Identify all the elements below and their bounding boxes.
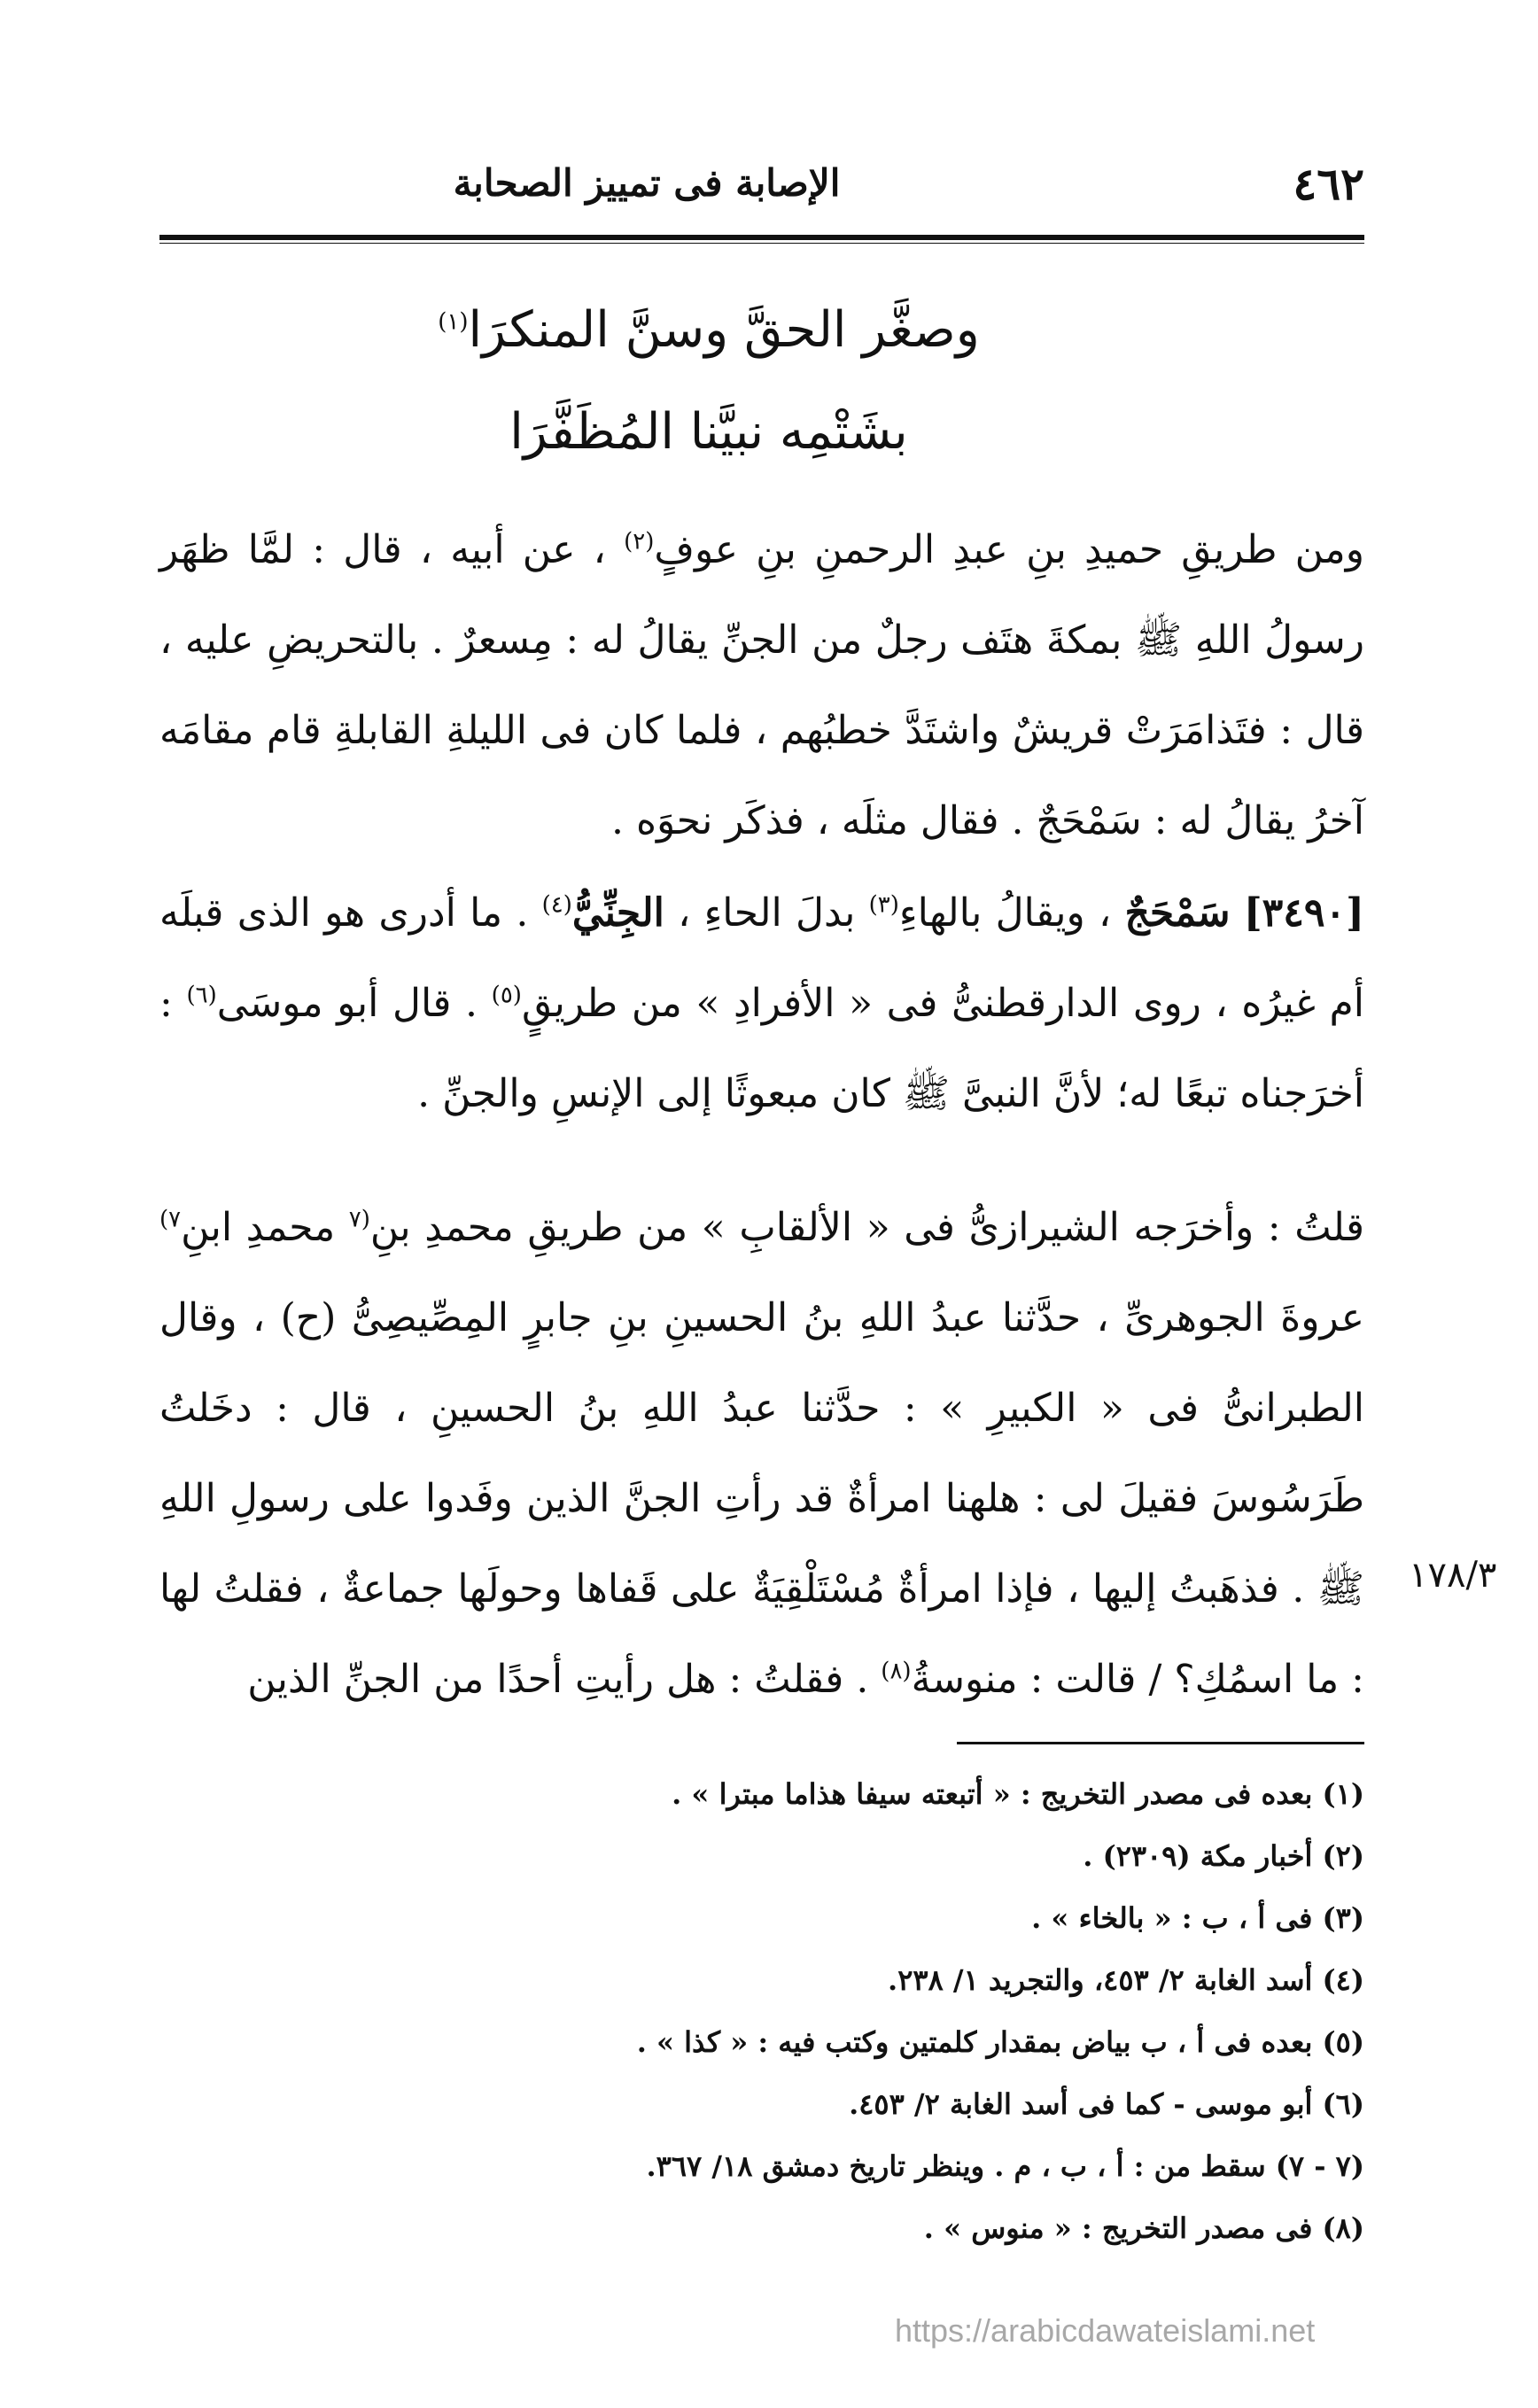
text-run: قلتُ : وأخرَجه الشيرازىُّ فى « الألقابِ » من طريقِ محمدِ بنِ bbox=[369, 1205, 1364, 1250]
footnote-ref: (٢) bbox=[624, 528, 655, 555]
paragraph bbox=[159, 1183, 1364, 1725]
paragraph bbox=[159, 505, 1364, 866]
text-run: ، عن أبيه ، قال : لمَّا ظهَر رسولُ اللهِ ﷺ بمكةَ هتَف رجلٌ من الجنِّ يقالُ له : مِسعرٌ . بالتحريضِ عليه ، قال : فتَذامَرَتْ قريشٌ واشتَدَّ خطبُهم ، فلما كان فى الليلةِ القابلةِ قام مقامَه آخرُ يقالُ له : سَمْحَجٌ . فقال مثلَه ، فذكَر نحوَه . bbox=[159, 527, 1364, 843]
text-run: بدلَ الحاءِ ، bbox=[664, 890, 869, 936]
footnote: (٦) أبو موسى - كما فى أسد الغابة ٢/ ٤٥٣. bbox=[849, 2087, 1364, 2121]
text-run: . فقلتُ : هل رأيتِ أحدًا من الجنِّ الذين bbox=[247, 1657, 882, 1702]
watermark-url: https://arabicdawateislami.net bbox=[895, 2312, 1316, 2349]
page-number: ٤٦٢ bbox=[1293, 158, 1364, 210]
header-rule bbox=[159, 235, 1364, 244]
text-run: . ما أدرى هو الذى قبلَه أم غيرُه ، روى الدارقطنىُّ فى « الأفرادِ » من طريقٍ bbox=[159, 890, 1364, 1026]
text-run: عروةَ الجوهرىِّ ، حدَّثنا عبدُ اللهِ بنُ الحسينِ بنِ جابرٍ المِصِّيصِىُّ (ح) ، وقال الطبرانىُّ فى « الكبيرِ » : حدَّثنا عبدُ اللهِ بنُ الحسينِ ، قال : دخَلتُ طَرَسُوسَ فقيلَ لى : هلهنا امرأةٌ قد رأتِ الجنَّ الذين وفَدوا على رسولِ اللهِ ﷺ . فذهَبتُ إليها ، فإذا امرأةٌ مُسْتَلْقِيَةٌ على قَفاها وحولَها جماعةٌ ، فقلتُ لها : ما اسمُكِ؟ / قالت : منوسةُ bbox=[159, 1295, 1364, 1702]
footnote-ref: (٤) bbox=[541, 891, 572, 919]
footnote-ref: (٣) bbox=[868, 891, 899, 919]
verse-text: وصغَّر الحقَّ وسنَّ المنكرَا bbox=[468, 301, 980, 359]
footnote: (٢) أخبار مكة (٢٣٠٩) . bbox=[1083, 1839, 1364, 1873]
entry-number: [٣٤٩٠] bbox=[1243, 890, 1364, 936]
footnote-ref: (٦) bbox=[186, 982, 217, 1009]
page-header bbox=[159, 158, 1364, 220]
footnote: (٨) فى مصدر التخريج : « منوس » . bbox=[923, 2211, 1364, 2245]
verse-line-2: بشَتْمِه نبيَّنا المُظَفَّرَا bbox=[509, 403, 908, 461]
text-run: ومن طريقِ حميدِ بنِ عبدِ الرحمنِ بنِ عوفٍ bbox=[654, 527, 1364, 572]
footnote-ref: (٥) bbox=[491, 982, 522, 1009]
footnote-ref: (٨) bbox=[881, 1658, 912, 1685]
footnote: (٥) بعده فى أ ، ب بياض بمقدار كلمتين وكتب فيه : « كذا » . bbox=[636, 2025, 1364, 2059]
paragraph-entry bbox=[159, 868, 1364, 1139]
text-run: . قال أبو موسَى bbox=[216, 981, 492, 1026]
footnotes bbox=[461, 1763, 1364, 2259]
footnote: (٤) أسد الغابة ٢/ ٤٥٣، والتجريد ١/ ٢٣٨. bbox=[888, 1963, 1364, 1997]
footnote-divider bbox=[957, 1742, 1364, 1744]
entry-name: سَمْحَجٌ bbox=[1124, 890, 1231, 936]
bold-term: الجِنِّيُّ bbox=[571, 890, 664, 936]
footnote: (٧ - ٧) سقط من : أ ، ب ، م . وينظر تاريخ دمشق ١٨/ ٣٦٧. bbox=[646, 2149, 1364, 2183]
footnote-ref: (١) bbox=[438, 308, 469, 336]
text-run: محمدِ ابنِ bbox=[181, 1205, 349, 1250]
text-run: ، ويقالُ بالهاءِ bbox=[898, 890, 1125, 936]
footnote-ref: ٧) bbox=[159, 1206, 182, 1233]
footnote: (١) بعده فى مصدر التخريج : « أتبعته سيفا هذاما مبترا » . bbox=[672, 1777, 1364, 1811]
running-title: الإصابة فى تمييز الصحابة bbox=[453, 161, 841, 205]
footnote-ref: (٧ bbox=[348, 1206, 370, 1233]
verse-line-1 bbox=[266, 301, 1152, 359]
footnote: (٣) فى أ ، ب : « بالخاء » . bbox=[1031, 1901, 1364, 1935]
text-run: : أخرَجناه تبعًا له؛ لأنَّ النبىَّ ﷺ كان مبعوثًا إلى الإنسِ والجنِّ . bbox=[159, 981, 1364, 1116]
margin-reference: ١٧٨/٣ bbox=[1409, 1555, 1497, 1596]
